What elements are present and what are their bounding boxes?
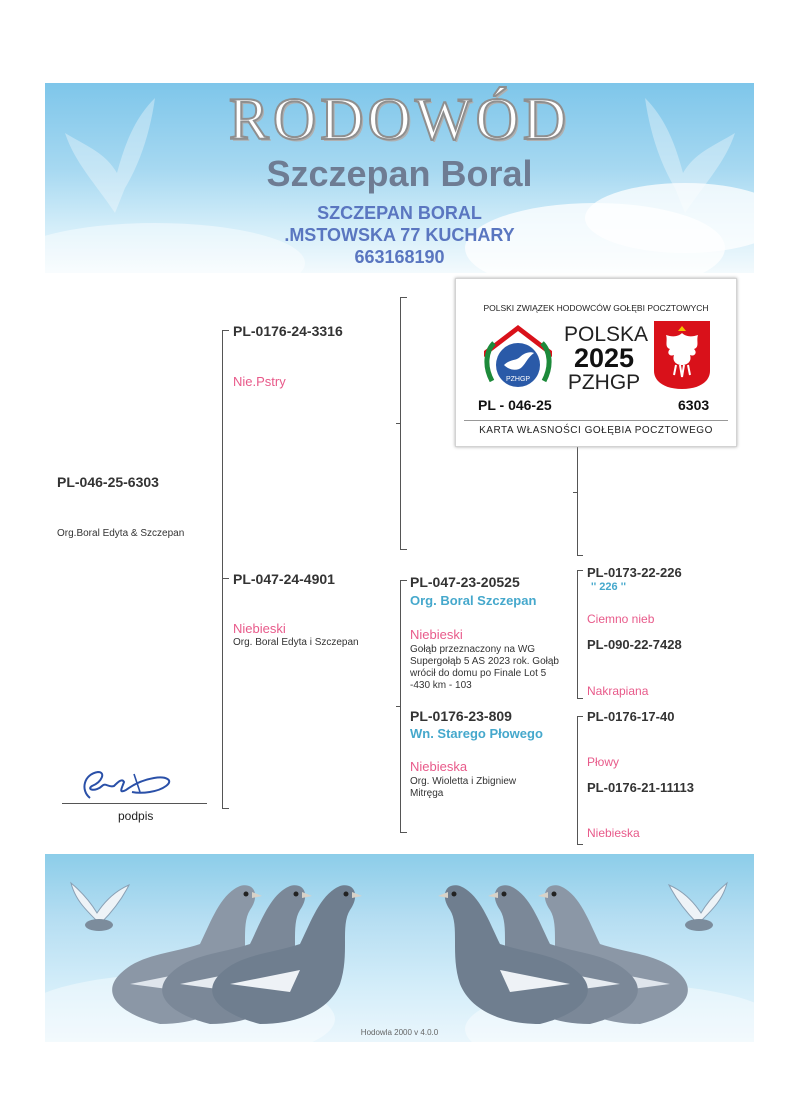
bracket-tick	[400, 549, 407, 550]
ggp-ring: PL-0176-17-40	[587, 709, 675, 724]
bracket-tick	[577, 716, 583, 717]
breeder-name: Szczepan Boral	[266, 153, 533, 194]
card-divider	[464, 420, 728, 421]
owner-address: .MSTOWSKA 77 KUCHARY	[284, 225, 515, 245]
bracket-tick	[222, 808, 229, 809]
card-number: 6303	[678, 397, 710, 413]
dam-dam-name: Wn. Starego Płowego	[410, 726, 543, 741]
dam-dam-ring: PL-0176-23-809	[410, 708, 512, 724]
bracket-line	[222, 330, 223, 808]
bracket-tick	[396, 423, 400, 424]
pzhgp-logo-icon	[478, 321, 558, 399]
bracket-tick	[577, 570, 583, 571]
dam-dam-breeder: Org. Wioletta i Zbigniew Mitręga	[410, 776, 517, 799]
ggp-ring: PL-0176-21-11113	[587, 780, 694, 795]
owner-phone: 663168190	[354, 247, 445, 267]
bracket-line	[400, 297, 401, 549]
ggp-color: Niebieska	[587, 826, 640, 840]
dam-sire-ring: PL-047-23-20525	[410, 574, 520, 590]
card-year: 2025	[573, 343, 635, 373]
bracket-line	[577, 440, 578, 555]
card-header: POLSKI ZWIĄZEK HODOWCÓW GOŁĘBI POCZTOWYCH	[483, 303, 709, 313]
bracket-tick	[573, 492, 577, 493]
ggp-color: Płowy	[587, 755, 620, 769]
pigeons-right-icon	[420, 874, 710, 1034]
dam-color: Niebieski	[233, 621, 286, 636]
card-ring: PL - 046-25	[478, 397, 552, 413]
sire-ring: PL-0176-24-3316	[233, 323, 343, 339]
subject-breeder: Org.Boral Edyta & Szczepan	[57, 528, 185, 539]
owner-name: SZCZEPAN BORAL	[317, 203, 482, 223]
dam-ring: PL-047-24-4901	[233, 571, 335, 587]
bracket-tick	[222, 578, 229, 579]
signature-label: podpis	[118, 809, 154, 823]
bracket-tick	[577, 698, 583, 699]
bracket-line	[400, 580, 401, 832]
dam-dam-color: Niebieska	[410, 759, 468, 774]
ggp-note: '' 226 ''	[591, 581, 626, 593]
signature-scribble	[62, 768, 210, 806]
bracket-line	[577, 716, 578, 844]
card-org: PZHGP	[567, 371, 641, 394]
signature-line	[62, 803, 207, 804]
bracket-tick	[577, 844, 583, 845]
ggp-ring: PL-090-22-7428	[587, 637, 682, 652]
bracket-tick	[577, 555, 583, 556]
dam-sire-note: Gołąb przeznaczony na WG Supergołąb 5 AS 2023 rok. Gołąb wrócił do domu po Finale Lot 5 -430 km - 103	[410, 644, 559, 691]
bracket-tick	[396, 706, 400, 707]
ggp-color: Ciemno nieb	[587, 612, 655, 626]
card-country: POLSKA	[564, 323, 649, 346]
subject-ring: PL-046-25-6303	[57, 474, 159, 490]
card-footer: KARTA WŁASNOŚCI GOŁĘBIA POCZTOWEGO	[479, 425, 713, 436]
dam-sire-color: Niebieski	[410, 627, 463, 642]
bracket-tick	[400, 297, 407, 298]
bracket-line	[577, 570, 578, 698]
page-title: RODOWÓD	[228, 86, 571, 152]
bracket-tick	[222, 330, 229, 331]
dam-sire-name: Org. Boral Szczepan	[410, 593, 537, 608]
bracket-tick	[400, 580, 407, 581]
polish-eagle-icon	[652, 319, 712, 391]
ggp-color: Nakrapiana	[587, 684, 649, 698]
footer-banner	[45, 854, 754, 1042]
dam-breeder: Org. Boral Edyta i Szczepan	[233, 637, 359, 648]
software-credit: Hodowla 2000 v 4.0.0	[360, 1028, 439, 1037]
bracket-tick	[400, 832, 407, 833]
ownership-card	[455, 278, 737, 447]
pigeons-left-icon	[90, 874, 380, 1034]
sire-color: Nie.Pstry	[233, 374, 286, 389]
ggp-ring: PL-0173-22-226	[587, 565, 682, 580]
pzhgp-logo-text: PZHGP	[505, 376, 531, 383]
header-banner	[45, 83, 754, 273]
